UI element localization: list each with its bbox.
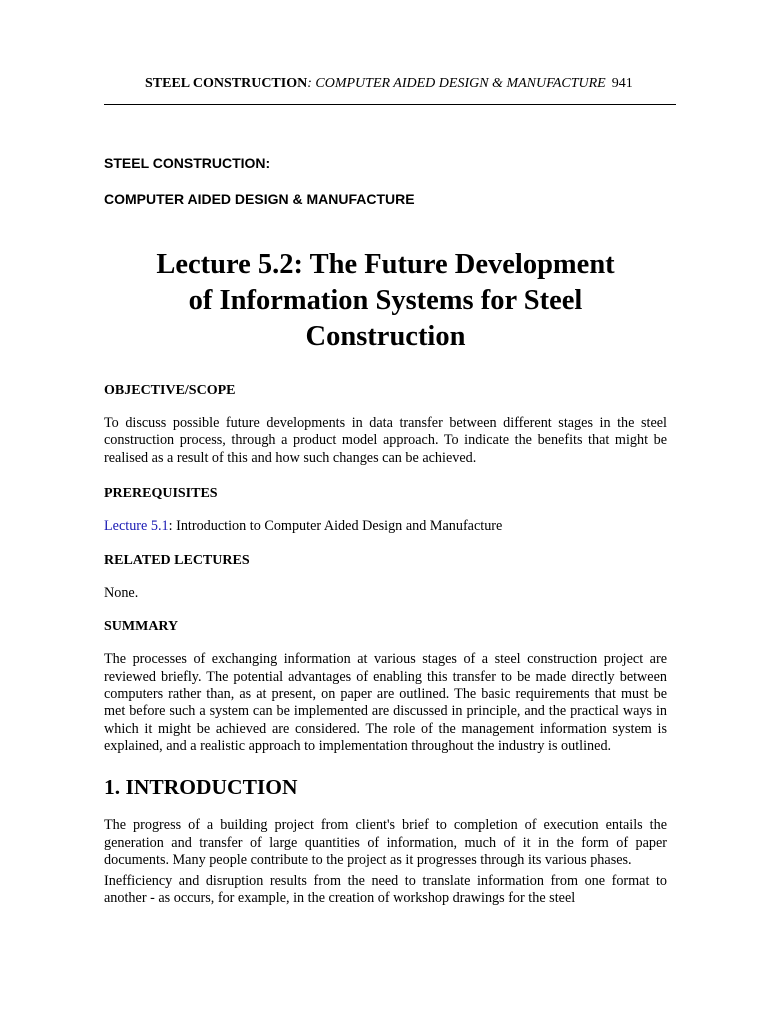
lecture-title-line: of Information Systems for Steel bbox=[188, 285, 583, 316]
prerequisites-heading: PREREQUISITES bbox=[104, 485, 218, 501]
lecture-title bbox=[104, 247, 667, 355]
introduction-heading: 1. INTRODUCTION bbox=[104, 775, 298, 800]
lecture-5-1-link[interactable]: Lecture 5.1 bbox=[104, 517, 169, 534]
objective-heading: OBJECTIVE/SCOPE bbox=[104, 383, 236, 398]
related-lectures-text: None. bbox=[104, 585, 139, 602]
lecture-title-line: Construction bbox=[305, 321, 466, 352]
objective-text: To discuss possible future developments in data transfer between different stages in the steel construction process, through a product model approach. To indicate the benefits that might be realised as a result of this and how such changes can be achieved. bbox=[104, 415, 667, 466]
summary-text: The processes of exchanging information at various stages of a steel construction project are reviewed briefly. The potential advantages of enabling this transfer to be made directly between computers rather than, as at present, on paper are outlined. The basic requirements that must be met before such a system can be implemented are discussed in principle, and the practical ways in which it might be achieved are considered. The role of the management information system is explained, and a realistic approach to implementation throughout the industry is outlined. bbox=[104, 651, 667, 754]
prerequisites-rest: : Introduction to Computer Aided Design and Manufacture bbox=[168, 517, 503, 534]
summary-heading: SUMMARY bbox=[104, 619, 179, 635]
running-header bbox=[145, 76, 665, 92]
lecture-title-line: Lecture 5.2: The Future Development bbox=[156, 249, 615, 280]
header-rule bbox=[104, 104, 676, 105]
introduction-paragraph: Inefficiency and disruption results from the need to translate information from one format to another - as occurs, for example, in the creation of workshop drawings for the steel bbox=[104, 873, 667, 907]
series-subtitle: COMPUTER AIDED DESIGN & MANUFACTURE bbox=[104, 191, 415, 207]
running-header-subtitle: : COMPUTER AIDED DESIGN & MANUFACTURE bbox=[307, 76, 606, 91]
introduction-paragraph: The progress of a building project from client's brief to completion of execution entails the generation and transfer of large quantities of information, much of it in the form of paper documents. Many people contribute to the project as it progresses through its various phases. bbox=[104, 817, 667, 868]
prerequisites-text bbox=[104, 518, 667, 535]
page-number: 941 bbox=[611, 76, 633, 91]
running-header-title: STEEL CONSTRUCTION bbox=[145, 76, 308, 91]
series-title: STEEL CONSTRUCTION: bbox=[104, 155, 271, 171]
page-content bbox=[104, 155, 667, 908]
related-lectures-heading: RELATED LECTURES bbox=[104, 553, 250, 569]
